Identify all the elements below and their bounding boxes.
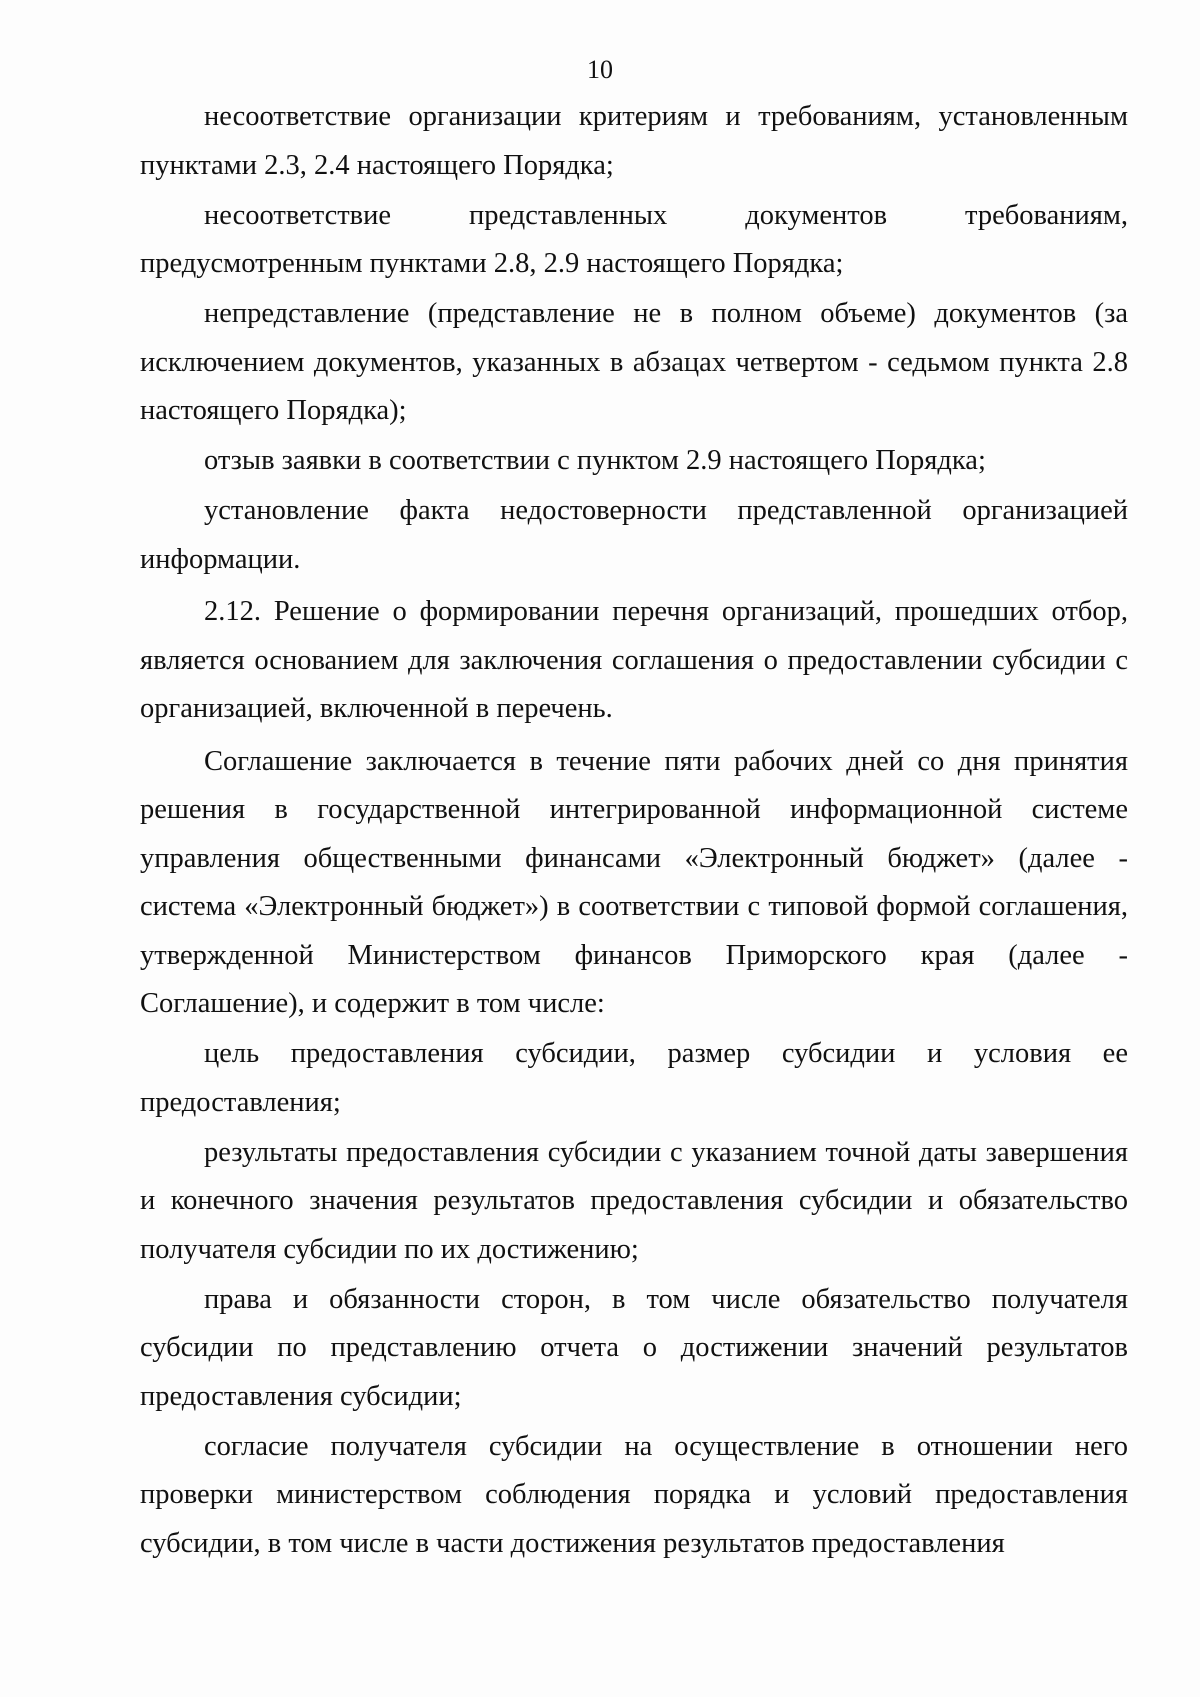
paragraph-inspection-consent: согласие получателя субсидии на осуществление в отношении него проверки министерством соблюдения порядка и условий предоставления субсидии, в том числе в части достижения результатов предоставления	[140, 1430, 1128, 1559]
paragraph-agreement-conclusion: Соглашение заключается в течение пяти рабочих дней со дня принятия решения в государственной интегрированной информационной системе управления общественными финансами «Электронный бюджет» (далее - система «Электронный бюджет») в соответствии с типовой формой соглашения, утвержденной Министерством финансов Приморского края (далее - Соглашение), и содержит в том числе:	[140, 745, 1128, 1019]
paragraph-false-information: установление факта недостоверности представленной организацией информации.	[140, 495, 1128, 575]
document-body	[140, 93, 1128, 1570]
paragraph-subsidy-results: результаты предоставления субсидии с указанием точной даты завершения и конечного значения результатов предоставления субсидии и обязательство получателя субсидии по их достижению;	[140, 1136, 1128, 1265]
paragraph-documents-mismatch: несоответствие представленных документов требованиям, предусмотренным пунктами 2.8, 2.9 настоящего Порядка;	[140, 199, 1128, 279]
page-number: 10	[587, 55, 613, 84]
paragraph-rights-obligations: права и обязанности сторон, в том числе обязательство получателя субсидии по представлению отчета о достижении значений результатов предоставления субсидии;	[140, 1283, 1128, 1412]
paragraph-subsidy-purpose: цель предоставления субсидии, размер субсидии и условия ее предоставления;	[140, 1038, 1128, 1118]
paragraph-application-withdrawal: отзыв заявки в соответствии с пунктом 2.9 настоящего Порядка;	[204, 445, 986, 476]
paragraph-documents-not-submitted: непредставление (представление не в полном объеме) документов (за исключением документов, указанных в абзацах четвертом - седьмом пункта 2.8 настоящего Порядка);	[140, 298, 1128, 426]
paragraph-criteria-mismatch: несоответствие организации критериям и требованиям, установленным пунктами 2.3, 2.4 настоящего Порядка;	[140, 101, 1128, 181]
paragraph-clause-2-12: 2.12. Решение о формировании перечня организаций, прошедших отбор, является основанием для заключения соглашения о предоставлении субсидии с организацией, включенной в перечень.	[140, 596, 1128, 724]
